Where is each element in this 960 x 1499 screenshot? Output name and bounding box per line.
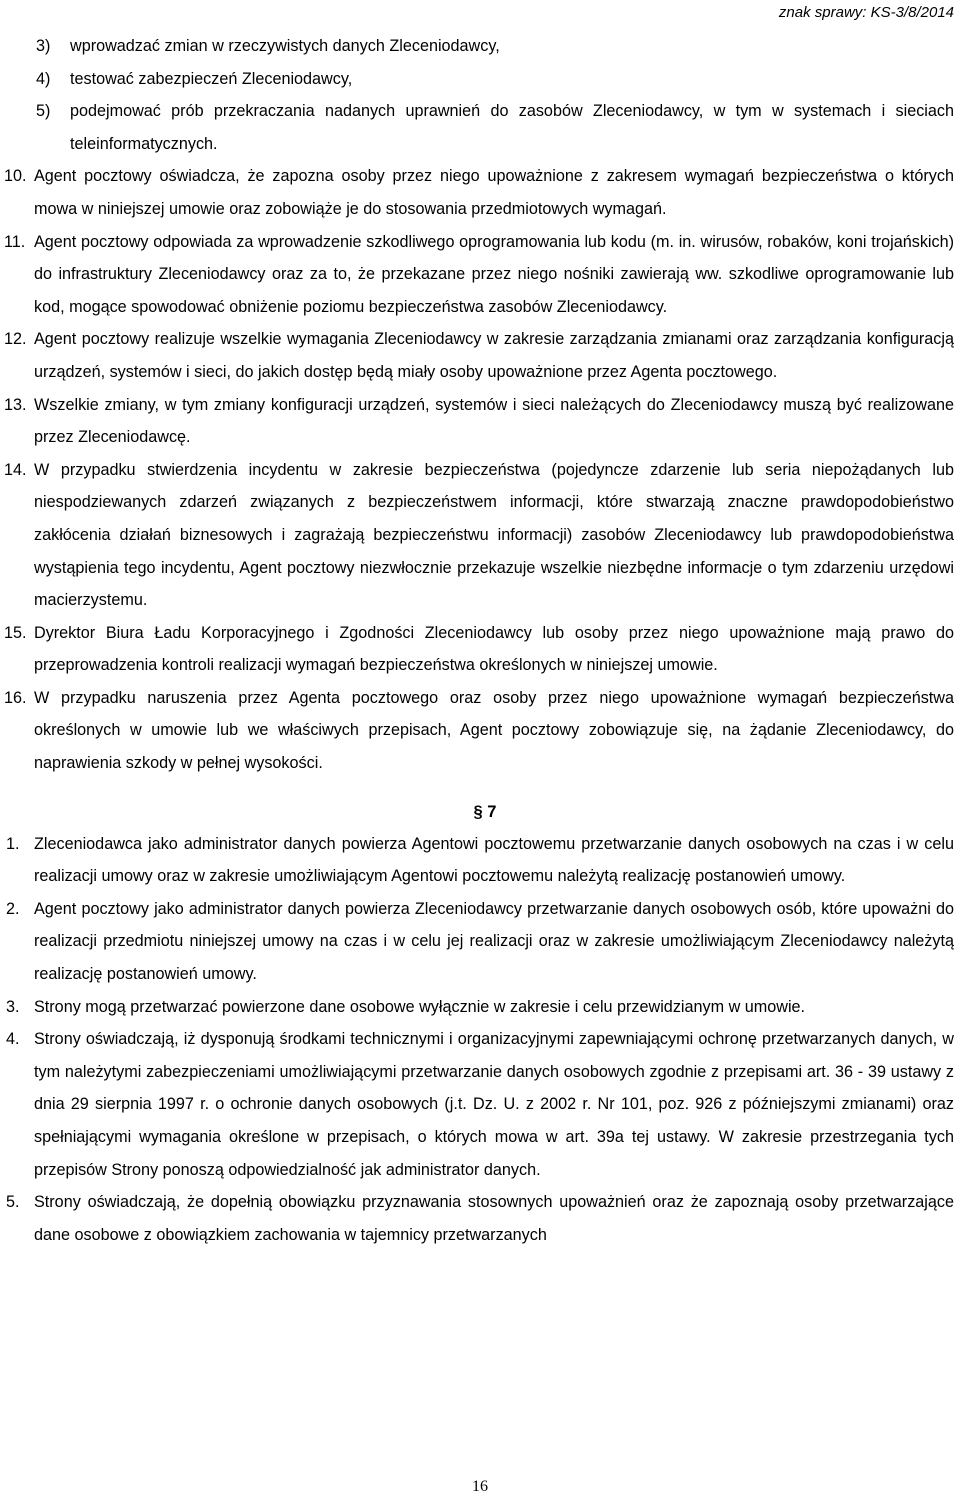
list-item: [0, 160, 960, 225]
item-text: W przypadku stwierdzenia incydentu w zakresie bezpieczeństwa (pojedyncze zdarzenie lub seria niepożądanych lub niespodziewanych zdarzeń związanych z bezpieczeństwem informacji, które stwarzają znaczne prawdopodobieństwo zakłócenia działań biznesowych i zagrażają bezpieczeństwu informacji) zasobów Zleceniodawcy lub prawdopodobieństwa wystąpienia tego incydentu, Agent pocztowy niezwłocznie przekazuje wszelkie niezbędne informacje o tym zdarzeniu urzędowi macierzystemu.: [34, 460, 954, 610]
list-item: [0, 682, 960, 780]
item-number: 14.: [4, 460, 27, 479]
list-item: [0, 1186, 960, 1251]
item-text: Agent pocztowy oświadcza, że zapozna osoby przez niego upoważnione z zakresem wymagań bezpieczeństwa o których mowa w niniejszej umowie oraz zobowiąże je do stosowania przedmiotowych wymagań.: [34, 167, 954, 218]
document-body: [0, 30, 960, 1251]
list-item: [0, 893, 960, 991]
item-number: 3): [36, 37, 51, 55]
list-item: [0, 95, 960, 160]
list-item: [0, 226, 960, 324]
list-item: [0, 1023, 960, 1186]
item-text: Strony mogą przetwarzać powierzone dane osobowe wyłącznie w zakresie i celu przewidzianym w umowie.: [34, 997, 806, 1016]
list-item: [0, 617, 960, 682]
item-number: 5.: [6, 1193, 20, 1212]
list-item: [0, 389, 960, 454]
item-number: 15.: [4, 623, 27, 642]
case-number: znak sprawy: KS-3/8/2014: [778, 4, 954, 21]
list-item: [0, 323, 960, 388]
section-heading: § 7: [473, 802, 497, 821]
item-text: Zleceniodawca jako administrator danych powierza Agentowi pocztowemu przetwarzanie danych osobowych na czas i w celu realizacji umowy oraz w zakresie umożliwiającym Agentowi pocztowemu należytą realizację postanowień umowy.: [34, 834, 954, 886]
item-number: 4.: [6, 1030, 20, 1049]
item-text: Dyrektor Biura Ładu Korporacyjnego i Zgodności Zleceniodawcy lub osoby przez niego upoważnione mają prawo do przeprowadzenia kontroli realizacji wymagań bezpieczeństwa określonych w niniejszej umowie.: [34, 623, 954, 675]
item-text: podejmować prób przekraczania nadanych uprawnień do zasobów Zleceniodawcy, w tym w systemach i sieciach teleinformatycznych.: [70, 102, 954, 153]
item-text: Strony oświadczają, iż dysponują środkami technicznymi i organizacyjnymi zapewniającymi ochronę przetwarzanych danych, w tym należytymi zabezpieczeniami umożliwiającymi przetwarzanie danych osobowych zgodnie z przepisami art. 36 - 39 ustawy z dnia 29 sierpnia 1997 r. o ochronie danych osobowych (j.t. Dz. U. z 2002 r. Nr 101, poz. 926 z późniejszymi zmianami) oraz spełniającymi wymagania określone w przepisach, o których mowa w art. 39a tej ustawy. W zakresie przestrzegania tych przepisów Strony ponoszą odpowiedzialność jak administrator danych.: [34, 1030, 954, 1179]
item-text: Wszelkie zmiany, w tym zmiany konfiguracji urządzeń, systemów i sieci należących do Zleceniodawcy muszą być realizowane przez Zleceniodawcę.: [34, 395, 954, 447]
item-number: 5): [36, 102, 51, 121]
page-number: 16: [472, 1478, 488, 1495]
list-item: [0, 63, 960, 96]
item-text: Agent pocztowy jako administrator danych powierza Zleceniodawcy przetwarzanie danych osobowych osób, które upoważni do realizacji przedmiotu niniejszej umowy na czas i w celu jej realizacji oraz w zakresie umożliwiającym Zleceniodawcy należytą realizację postanowień umowy.: [34, 899, 954, 984]
list-item: [0, 30, 960, 63]
item-text: Strony oświadczają, że dopełnią obowiązku przyznawania stosownych upoważnień oraz że zapoznają osoby przetwarzające dane osobowe z obowiązkiem zachowania w tajemnicy przetwarzanych: [34, 1193, 954, 1244]
item-number: 12.: [4, 330, 27, 349]
item-number: 13.: [4, 395, 27, 414]
item-number: 16.: [4, 688, 27, 707]
item-number: 1.: [6, 834, 20, 853]
item-number: 2.: [6, 899, 20, 918]
item-number: 3.: [6, 997, 20, 1016]
item-text: Agent pocztowy realizuje wszelkie wymagania Zleceniodawcy w zakresie zarządzania zmianami oraz zarządzania konfiguracją urządzeń, systemów i sieci, do jakich dostęp będą miały osoby upoważnione przez Agenta pocztowego.: [34, 330, 954, 381]
item-text: Agent pocztowy odpowiada za wprowadzenie szkodliwego oprogramowania lub kodu (m. in. wirusów, robaków, koni trojańskich) do infrastruktury Zleceniodawcy oraz za to, że przekazane przez niego nośniki zawierają ww. szkodliwe oprogramowanie lub kod, mogące spowodować obniżenie poziomu bezpieczeństwa zasobów Zleceniodawcy.: [34, 232, 954, 316]
list-item: [0, 454, 960, 617]
item-number: 10.: [4, 167, 27, 186]
item-number: 4): [36, 69, 51, 88]
item-text: testować zabezpieczeń Zleceniodawcy,: [70, 69, 353, 88]
item-text: wprowadzać zmian w rzeczywistych danych Zleceniodawcy,: [70, 37, 500, 55]
item-text: W przypadku naruszenia przez Agenta pocztowego oraz osoby przez niego upoważnione wymagań bezpieczeństwa określonych w umowie lub we właściwych przepisach, Agent pocztowy zobowiązuje się, na żądanie Zleceniodawcy, do naprawienia szkody w pełnej wysokości.: [34, 688, 954, 773]
list-item: [0, 991, 960, 1024]
list-item: [0, 828, 960, 893]
item-number: 11.: [4, 232, 26, 251]
